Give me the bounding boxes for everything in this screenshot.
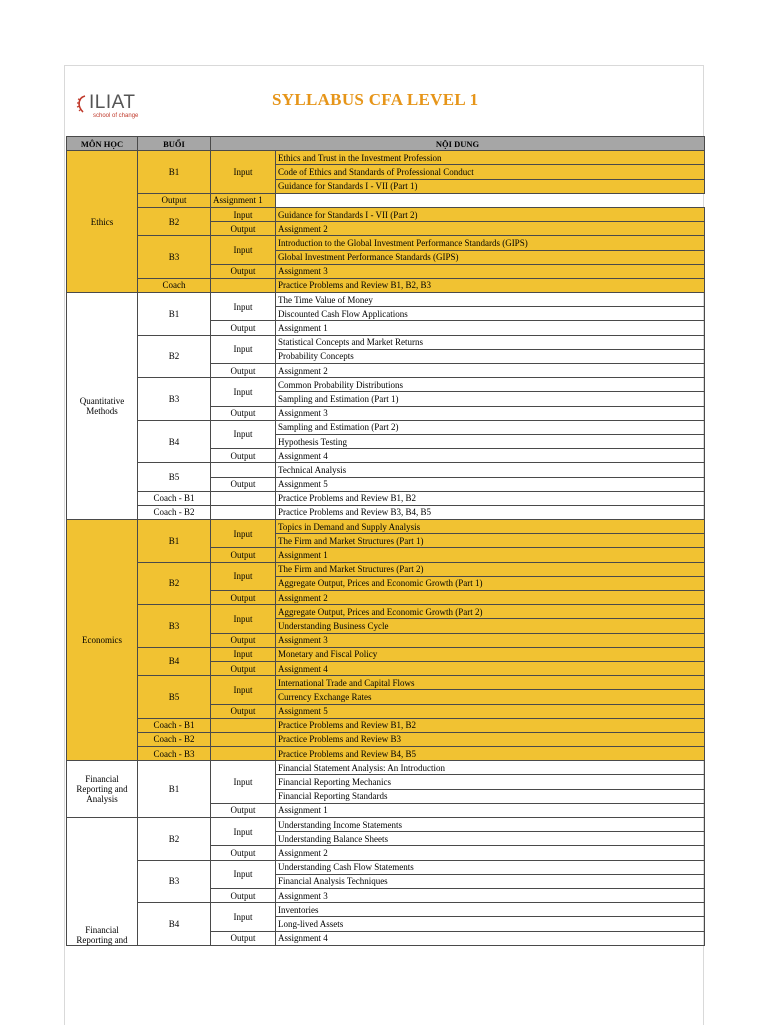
session-coach-b2: Coach - B2: [138, 505, 211, 519]
session-coach: Coach: [138, 278, 211, 292]
session-b3: B3: [138, 605, 211, 648]
table-row: [67, 747, 705, 761]
type-output: Output: [211, 591, 276, 605]
session-b3: B3: [138, 236, 211, 279]
type-output: Output: [211, 548, 276, 562]
table-row: [67, 378, 705, 392]
table-row: [67, 647, 705, 661]
session-coach-b1: Coach - B1: [138, 491, 211, 505]
topic: Discounted Cash Flow Applications: [276, 307, 705, 321]
session-coach-b2: Coach - B2: [138, 732, 211, 746]
table-row: [67, 520, 705, 534]
table-row: [67, 562, 705, 576]
syllabus-table: [66, 136, 705, 946]
type-output: Output: [211, 888, 276, 902]
table-row: [67, 293, 705, 307]
type-input: Input: [211, 647, 276, 661]
table-header-row: [67, 137, 705, 151]
header-content: NỘI DUNG: [211, 137, 705, 151]
session-b2: B2: [138, 207, 211, 235]
type-input: Input: [211, 236, 276, 264]
table-row: [67, 605, 705, 619]
session-b1: B1: [138, 293, 211, 336]
type-output: Output: [211, 477, 276, 491]
session-b5: B5: [138, 676, 211, 719]
session-b4: B4: [138, 647, 211, 675]
topic: Sampling and Estimation (Part 2): [276, 420, 705, 434]
topic: Monetary and Fiscal Policy: [276, 647, 705, 661]
type-input: Input: [211, 335, 276, 363]
table-row: [67, 193, 705, 207]
topic: Assignment 3: [276, 633, 705, 647]
logo-name: ILIAT: [89, 92, 136, 113]
topic: Practice Problems and Review B4, B5: [276, 747, 705, 761]
header-subject: MÔN HỌC: [67, 137, 138, 151]
session-b1: B1: [138, 520, 211, 563]
topic: Long-lived Assets: [276, 917, 705, 931]
type-input: Input: [211, 605, 276, 633]
type-output: Output: [211, 364, 276, 378]
topic: Assignment 4: [276, 931, 705, 945]
type-input: Input: [211, 761, 276, 804]
topic: Topics in Demand and Supply Analysis: [276, 520, 705, 534]
type-input: Input: [211, 293, 276, 321]
topic: Assignment 1: [276, 548, 705, 562]
topic: Ethics and Trust in the Investment Profession: [276, 151, 705, 165]
session-b5: B5: [138, 463, 211, 491]
type-output: Output: [211, 633, 276, 647]
topic: Assignment 2: [276, 846, 705, 860]
type-input: Input: [211, 207, 276, 221]
table-row: [67, 491, 705, 505]
topic: Probability Concepts: [276, 349, 705, 363]
topic: The Time Value of Money: [276, 293, 705, 307]
topic: Assignment 3: [276, 888, 705, 902]
table-row: [67, 151, 705, 165]
subject-ethics: Ethics: [67, 151, 138, 293]
topic: Understanding Income Statements: [276, 818, 705, 832]
type-output: Output: [211, 406, 276, 420]
type-empty: [211, 747, 276, 761]
topic: Practice Problems and Review B1, B2, B3: [276, 278, 705, 292]
type-input: Input: [211, 520, 276, 548]
session-b4: B4: [138, 420, 211, 463]
table-row: [67, 903, 705, 917]
type-output: Output: [211, 803, 276, 817]
topic: Practice Problems and Review B1, B2: [276, 491, 705, 505]
topic: International Trade and Capital Flows: [276, 676, 705, 690]
type-input: Input: [211, 562, 276, 590]
topic: Introduction to the Global Investment Performance Standards (GIPS): [276, 236, 705, 250]
session-coach-b1: Coach - B1: [138, 718, 211, 732]
type-input: Input: [211, 378, 276, 406]
topic: Assignment 3: [276, 264, 705, 278]
type-input: Input: [211, 860, 276, 888]
topic: Currency Exchange Rates: [276, 690, 705, 704]
topic: Statistical Concepts and Market Returns: [276, 335, 705, 349]
type-input: Input: [211, 818, 276, 846]
table-row: [67, 207, 705, 221]
table-row: [67, 236, 705, 250]
topic: The Firm and Market Structures (Part 1): [276, 534, 705, 548]
topic: Assignment 4: [276, 449, 705, 463]
topic: Assignment 2: [276, 591, 705, 605]
subject-quant: Quantitative Methods: [67, 293, 138, 520]
topic: Understanding Cash Flow Statements: [276, 860, 705, 874]
topic: Financial Statement Analysis: An Introduction: [276, 761, 705, 775]
type-output: Output: [211, 704, 276, 718]
topic: Technical Analysis: [276, 463, 705, 477]
type-output: Output: [211, 846, 276, 860]
topic: Assignment 3: [276, 406, 705, 420]
topic: Guidance for Standards I - VII (Part 2): [276, 207, 705, 221]
type-empty: [211, 505, 276, 519]
type-output: Output: [211, 321, 276, 335]
topic: Practice Problems and Review B1, B2: [276, 718, 705, 732]
topic: Guidance for Standards I - VII (Part 1): [276, 179, 705, 193]
subject-fra: Financial Reporting and Analysis: [67, 761, 138, 818]
table-row: [67, 463, 705, 477]
session-b4: B4: [138, 903, 211, 946]
logo-tagline: school of change: [93, 113, 139, 119]
topic: Financial Reporting Mechanics: [276, 775, 705, 789]
topic: The Firm and Market Structures (Part 2): [276, 562, 705, 576]
type-input: Input: [211, 151, 276, 194]
table-row: [67, 420, 705, 434]
table-row: [67, 676, 705, 690]
table-row: [67, 818, 705, 832]
topic: Hypothesis Testing: [276, 434, 705, 448]
session-b1: B1: [138, 151, 211, 194]
header-session: BUỔI: [138, 137, 211, 151]
type-empty: [211, 463, 276, 477]
table-row: [67, 860, 705, 874]
topic: Assignment 2: [276, 364, 705, 378]
topic: Practice Problems and Review B3, B4, B5: [276, 505, 705, 519]
topic: Assignment 2: [276, 222, 705, 236]
topic: Assignment 1: [211, 193, 276, 207]
table-row: [67, 335, 705, 349]
topic: Financial Reporting Standards: [276, 789, 705, 803]
topic: Global Investment Performance Standards (GIPS): [276, 250, 705, 264]
session-coach-b3: Coach - B3: [138, 747, 211, 761]
subject-econ: Economics: [67, 520, 138, 761]
page-title: SYLLABUS CFA LEVEL 1: [272, 90, 479, 109]
type-output: Output: [138, 193, 211, 207]
topic: Financial Analysis Techniques: [276, 874, 705, 888]
type-input: Input: [211, 676, 276, 704]
table-row: [67, 761, 705, 775]
topic: Inventories: [276, 903, 705, 917]
table-row: [67, 732, 705, 746]
topic: Understanding Balance Sheets: [276, 832, 705, 846]
type-empty: [211, 718, 276, 732]
topic: Aggregate Output, Prices and Economic Growth (Part 2): [276, 605, 705, 619]
topic: Assignment 5: [276, 477, 705, 491]
session-b1: B1: [138, 761, 211, 818]
type-output: Output: [211, 264, 276, 278]
iliat-logo: [75, 92, 165, 122]
type-input: Input: [211, 420, 276, 448]
topic: Common Probability Distributions: [276, 378, 705, 392]
type-empty: [211, 278, 276, 292]
topic: Sampling and Estimation (Part 1): [276, 392, 705, 406]
table-row: [67, 718, 705, 732]
subject-fra-cont: Financial Reporting and: [67, 818, 138, 946]
topic: Understanding Business Cycle: [276, 619, 705, 633]
table-row: [67, 505, 705, 519]
session-b2: B2: [138, 818, 211, 861]
type-empty: [211, 732, 276, 746]
table-row: [67, 278, 705, 292]
type-input: Input: [211, 903, 276, 931]
topic: Assignment 1: [276, 803, 705, 817]
topic: Assignment 4: [276, 661, 705, 675]
type-output: Output: [211, 931, 276, 945]
topic: Assignment 5: [276, 704, 705, 718]
type-output: Output: [211, 449, 276, 463]
type-output: Output: [211, 661, 276, 675]
session-b3: B3: [138, 378, 211, 421]
type-empty: [211, 491, 276, 505]
topic: Aggregate Output, Prices and Economic Growth (Part 1): [276, 576, 705, 590]
type-output: Output: [211, 222, 276, 236]
topic: Practice Problems and Review B3: [276, 732, 705, 746]
topic: Code of Ethics and Standards of Professional Conduct: [276, 165, 705, 179]
session-b3: B3: [138, 860, 211, 903]
session-b2: B2: [138, 562, 211, 605]
topic: Assignment 1: [276, 321, 705, 335]
session-b2: B2: [138, 335, 211, 378]
